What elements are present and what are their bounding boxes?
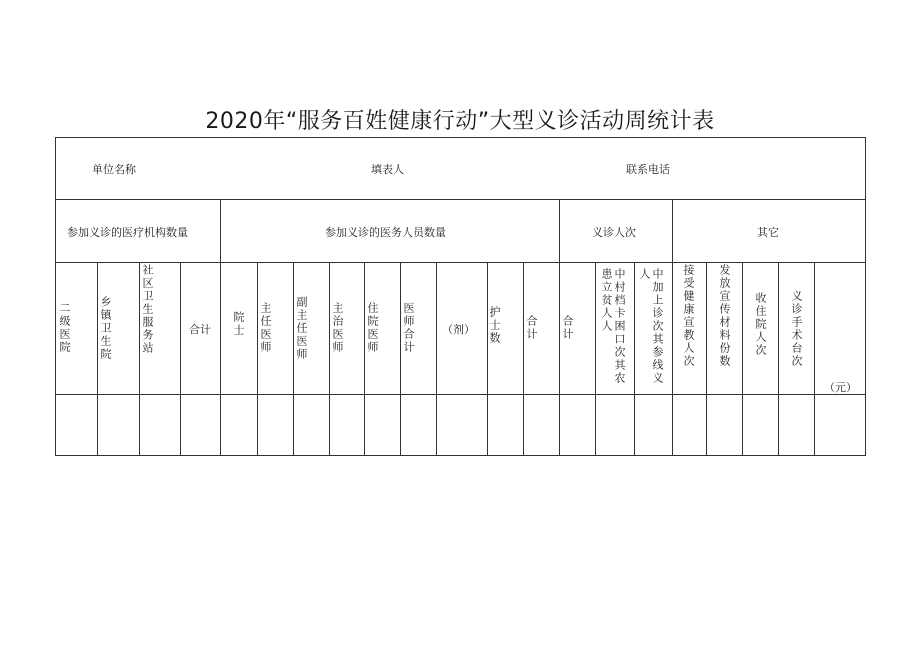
col-materials: 发放宣传材料份数 bbox=[718, 264, 731, 368]
phone-label: 联系电话 bbox=[626, 163, 670, 176]
col-personnel-total: 合计 bbox=[525, 315, 538, 341]
col-physician-total: 医师合计 bbox=[402, 302, 415, 354]
table-border bbox=[56, 138, 866, 456]
col-inst-total: 合计 bbox=[189, 323, 211, 336]
other-header: 其它 bbox=[757, 226, 779, 239]
col-admitted: 收住院人次 bbox=[754, 292, 767, 357]
col-village-poor: 中村档卡困口次其农患立贫人人 bbox=[600, 268, 626, 385]
col-township-hospital: 乡镇卫生院 bbox=[99, 296, 112, 361]
unit-name-label: 单位名称 bbox=[92, 163, 136, 176]
col-resident: 住院医师 bbox=[366, 302, 379, 354]
institutions-header: 参加义诊的医疗机构数量 bbox=[67, 226, 188, 239]
col-patient-total: 合计 bbox=[561, 315, 574, 341]
col-academician: 院士 bbox=[232, 311, 245, 337]
col-assoc-chief: 副主任医师 bbox=[295, 296, 308, 361]
col-chief-physician: 主任医师 bbox=[259, 302, 272, 354]
col-unit-dose: （剂） bbox=[442, 323, 475, 336]
col-community-center: 社区卫生服务站 bbox=[141, 264, 154, 355]
filler-label: 填表人 bbox=[371, 163, 404, 176]
col-surgery: 义诊手术台次 bbox=[790, 290, 803, 368]
col-health-edu: 接受健康宣教人次 bbox=[682, 264, 695, 368]
patients-header: 义诊人次 bbox=[592, 226, 636, 239]
col-level2-hospital: 二级医院 bbox=[58, 302, 71, 354]
col-unit-yuan: （元） bbox=[824, 381, 857, 394]
page-title: 2020年“服务百姓健康行动”大型义诊活动周统计表 bbox=[205, 109, 715, 134]
personnel-header: 参加义诊的医务人员数量 bbox=[325, 226, 446, 239]
col-county-visits: 中加上诊次其参线义人 bbox=[638, 268, 664, 385]
col-nurses: 护士数 bbox=[488, 306, 501, 345]
col-attending: 主治医师 bbox=[331, 302, 344, 354]
